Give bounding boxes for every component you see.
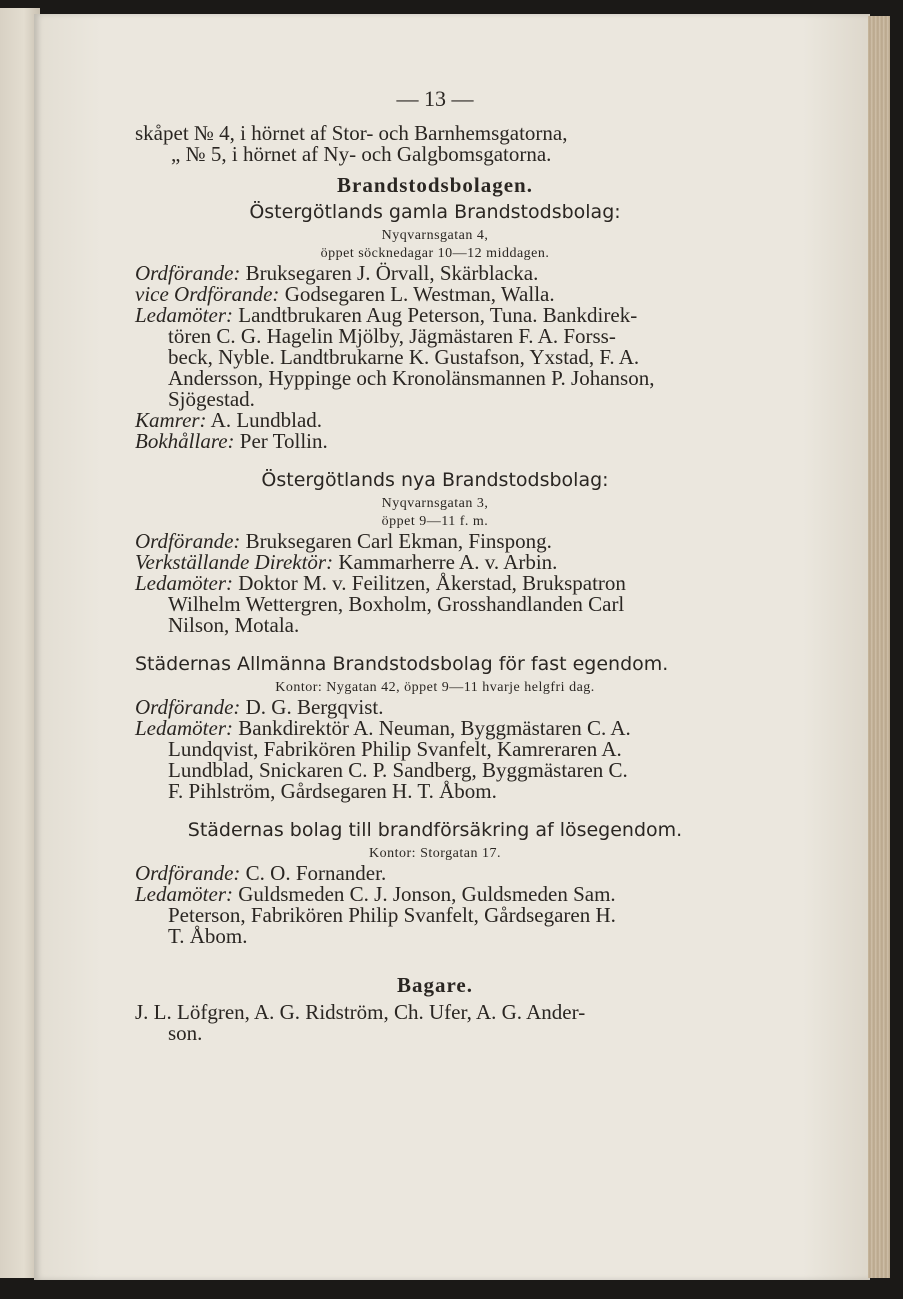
bolag4-ordforande (135, 863, 735, 884)
ledamoter-label: Ledamöter: (135, 882, 233, 906)
section-heading-bagare: Bagare. (396, 973, 474, 997)
ledamoter-line: Lundqvist, Fabrikören Philip Svanfelt, Kamreraren A. (168, 737, 622, 761)
bagare-line: J. L. Löfgren, A. G. Ridström, Ch. Ufer, A. G. Ander- (135, 1000, 586, 1024)
bagare-line: son. (168, 1021, 203, 1045)
bolag1-title: Östergötlands gamla Brandstodsbolag: (249, 201, 621, 223)
ledamoter-label: Ledamöter: (135, 303, 233, 327)
verkstallande-label: Verkställande Direktör: (135, 550, 334, 574)
ledamoter-line: Andersson, Hyppinge och Kronolänsmannen P. Johanson, (168, 366, 655, 390)
bokhallare-label: Bokhållare: (135, 429, 235, 453)
bolag1-vice-ordforande (135, 284, 735, 305)
ledamoter-label: Ledamöter: (135, 716, 233, 740)
verkstallande-value: Kammarherre A. v. Arbin. (338, 550, 558, 574)
bolag1-ordforande (135, 263, 735, 284)
page-edges (868, 16, 890, 1278)
bolag2-title: Östergötlands nya Brandstodsbolag: (261, 469, 609, 491)
ledamoter-text: Guldsmeden C. J. Jonson, Guldsmeden Sam. (238, 882, 616, 906)
section-heading-brandstodsbolagen: Brandstodsbolagen. (337, 173, 533, 197)
bolag2-ordforande (135, 531, 735, 552)
ledamoter-line: Nilson, Motala. (168, 613, 300, 637)
ledamoter-line: Lundblad, Snickaren C. P. Sandberg, Byggmästaren C. (168, 758, 628, 782)
page-number: — 13 — (396, 86, 474, 111)
ordforande-label: Ordförande: (135, 695, 241, 719)
ordforande-value: Bruksegaren Carl Ekman, Finspong. (245, 529, 552, 553)
intro-line-1: skåpet № 4, i hörnet af Stor- och Barnhemsgatorna, (135, 121, 568, 145)
bolag4-ledamoter-line (135, 884, 735, 905)
bolag1-address: Nyqvarnsgatan 4, (381, 228, 489, 243)
bolag2-hours: öppet 9—11 f. m. (381, 514, 489, 529)
ledamoter-text: Doktor M. v. Feilitzen, Åkerstad, Brukspatron (238, 571, 626, 595)
bolag3-title: Städernas Allmänna Brandstodsbolag för fast egendom. (135, 653, 669, 675)
ordforande-value: Bruksegaren J. Örvall, Skärblacka. (245, 261, 539, 285)
vice-ordforande-label: vice Ordförande: (135, 282, 280, 306)
vice-ordforande-value: Godsegaren L. Westman, Walla. (284, 282, 555, 306)
page-content (135, 88, 735, 1044)
bolag1-bokhallare (135, 431, 735, 452)
bolag2-verkstallande-direktor (135, 552, 735, 573)
bolag1-kamrer (135, 410, 735, 431)
ledamoter-line: tören C. G. Hagelin Mjölby, Jägmästaren F. A. Forss- (168, 324, 616, 348)
ledamoter-line: Peterson, Fabrikören Philip Svanfelt, Gårdsegaren H. (168, 903, 616, 927)
ordforande-value: C. O. Fornander. (245, 861, 387, 885)
kamrer-label: Kamrer: (135, 408, 207, 432)
bolag3-kontor: Kontor: Nygatan 42, öppet 9—11 hvarje helgfri dag. (275, 680, 595, 695)
ordforande-label: Ordförande: (135, 261, 241, 285)
bolag1-hours: öppet söcknedagar 10—12 middagen. (320, 246, 550, 261)
bolag2-ledamoter-line (135, 573, 735, 594)
bolag4-kontor: Kontor: Storgatan 17. (369, 846, 501, 861)
ledamoter-line: F. Pihlström, Gårdsegaren H. T. Åbom. (168, 779, 497, 803)
bolag4-title: Städernas bolag till brandförsäkring af lösegendom. (187, 819, 683, 841)
ledamoter-line: T. Åbom. (168, 924, 248, 948)
ledamoter-text: Bankdirektör A. Neuman, Byggmästaren C. A. (238, 716, 631, 740)
bolag3-ordforande (135, 697, 735, 718)
bolag2-address: Nyqvarnsgatan 3, (381, 496, 489, 511)
ordforande-value: D. G. Bergqvist. (245, 695, 384, 719)
bolag3-ledamoter-line (135, 718, 735, 739)
bokhallare-value: Per Tollin. (239, 429, 328, 453)
kamrer-value: A. Lundblad. (210, 408, 323, 432)
ledamoter-label: Ledamöter: (135, 571, 233, 595)
ordforande-label: Ordförande: (135, 529, 241, 553)
bolag1-ledamoter-line (135, 305, 735, 326)
ledamoter-text: Landtbrukaren Aug Peterson, Tuna. Bankdirek- (238, 303, 638, 327)
ledamoter-line: Sjögestad. (168, 387, 255, 411)
ordforande-label: Ordförande: (135, 861, 241, 885)
ledamoter-line: Wilhelm Wettergren, Boxholm, Grosshandlanden Carl (168, 592, 625, 616)
ledamoter-line: beck, Nyble. Landtbrukarne K. Gustafson, Yxstad, F. A. (168, 345, 640, 369)
intro-line-2: „ № 5, i hörnet af Ny- och Galgbomsgatorna. (171, 142, 552, 166)
